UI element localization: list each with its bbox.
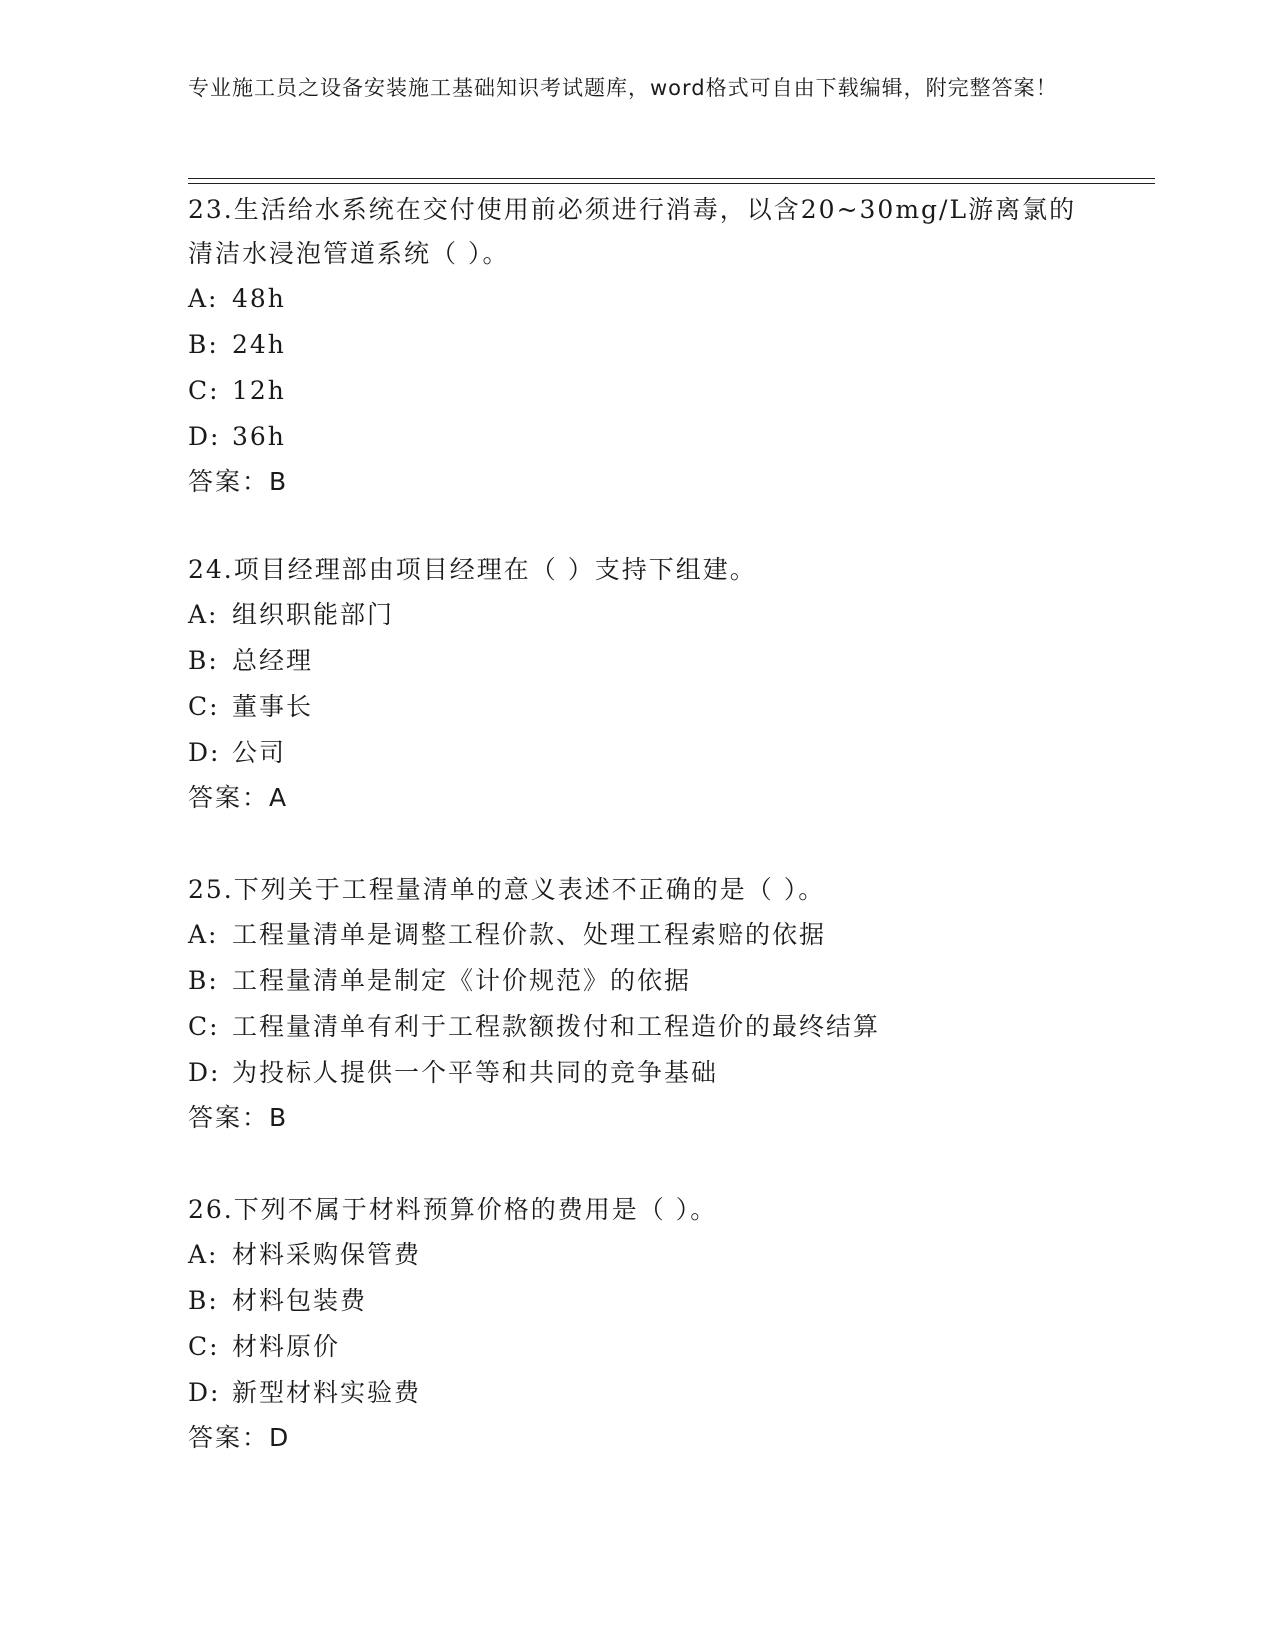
option-b [188, 322, 1088, 368]
option-b [188, 958, 1088, 1004]
option-text: 工程量清单有利于工程款额拨付和工程造价的最终结算 [232, 1012, 881, 1041]
option-key: A: [188, 920, 219, 949]
document-header: 专业施工员之设备安装施工基础知识考试题库，word格式可自由下载编辑，附完整答案！ [188, 76, 1058, 100]
option-key: D: [188, 738, 221, 767]
option-text: 公司 [232, 738, 287, 767]
option-a [188, 912, 1088, 958]
option-text: 材料包装费 [232, 1286, 368, 1315]
option-text: 新型材料实验费 [232, 1378, 422, 1407]
option-d [188, 414, 1088, 460]
option-text: 12h [232, 376, 286, 405]
option-text: 24h [232, 330, 286, 359]
option-key: C: [188, 1332, 220, 1361]
option-d [188, 730, 1088, 776]
option-d [188, 1050, 1088, 1096]
option-text: 组织职能部门 [232, 600, 395, 629]
option-text: 总经理 [232, 646, 314, 675]
answer-label: 答案：B [188, 1103, 289, 1132]
option-text: 材料原价 [232, 1332, 341, 1361]
question-25 [188, 868, 1088, 1140]
option-c [188, 684, 1088, 730]
option-key: C: [188, 376, 220, 405]
option-b [188, 1278, 1088, 1324]
header-divider-bottom [188, 183, 1155, 184]
option-c [188, 1324, 1088, 1370]
option-text: 为投标人提供一个平等和共同的竞争基础 [232, 1058, 719, 1087]
option-key: D: [188, 1058, 221, 1087]
answer-label: 答案：A [188, 783, 289, 812]
question-stem: 25.下列关于工程量清单的意义表述不正确的是（ ）。 [188, 875, 826, 904]
header-divider-top [188, 178, 1155, 179]
option-text: 材料采购保管费 [232, 1240, 422, 1269]
option-text: 工程量清单是制定《计价规范》的依据 [232, 966, 692, 995]
option-key: B: [188, 330, 219, 359]
option-key: B: [188, 966, 219, 995]
question-23 [188, 188, 1088, 504]
question-stem: 24.项目经理部由项目经理在（ ）支持下组建。 [188, 555, 757, 584]
option-key: A: [188, 284, 219, 313]
option-key: B: [188, 646, 219, 675]
option-key: C: [188, 1012, 220, 1041]
option-a [188, 276, 1088, 322]
answer-label: 答案：D [188, 1423, 291, 1452]
option-text: 48h [232, 284, 286, 313]
option-c [188, 368, 1088, 414]
option-text: 工程量清单是调整工程价款、处理工程索赔的依据 [232, 920, 827, 949]
option-key: A: [188, 600, 219, 629]
option-text: 董事长 [232, 692, 314, 721]
option-key: D: [188, 422, 221, 451]
option-key: B: [188, 1286, 219, 1315]
option-c [188, 1004, 1088, 1050]
option-text: 36h [232, 422, 286, 451]
option-b [188, 638, 1088, 684]
option-a [188, 592, 1088, 638]
option-key: D: [188, 1378, 221, 1407]
option-d [188, 1370, 1088, 1416]
question-24 [188, 548, 1088, 820]
option-key: C: [188, 692, 220, 721]
question-stem: 26.下列不属于材料预算价格的费用是（ ）。 [188, 1195, 718, 1224]
answer-label: 答案：B [188, 467, 289, 496]
question-26 [188, 1188, 1088, 1460]
question-stem: 23.生活给水系统在交付使用前必须进行消毒，以含20~30mg/L游离氯的清洁水浸泡管道系统（ ）。 [188, 195, 1077, 268]
option-a [188, 1232, 1088, 1278]
option-key: A: [188, 1240, 219, 1269]
